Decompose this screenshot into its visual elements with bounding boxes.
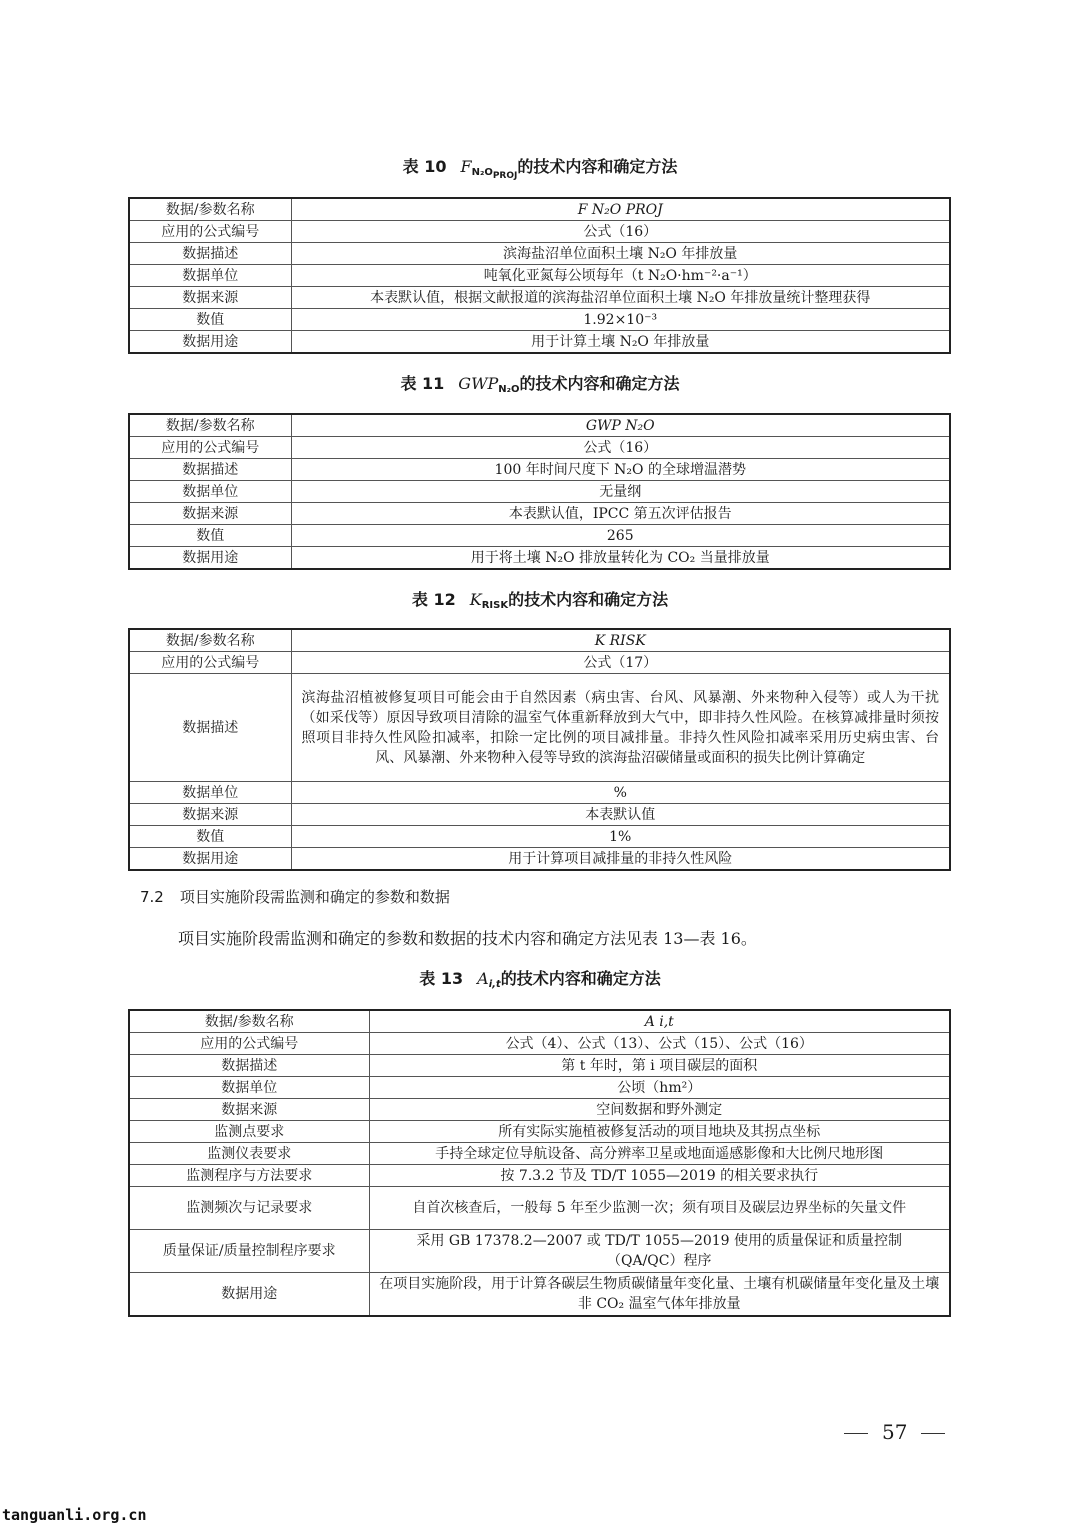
table-row: [129, 1143, 950, 1165]
row-label: 数据单位: [129, 265, 291, 287]
table-row: [129, 629, 950, 652]
table-row: [129, 414, 950, 437]
table-11-caption: [0, 373, 1080, 401]
row-label: 数据单位: [129, 782, 291, 804]
caption-number: 表 13: [419, 969, 464, 988]
row-value: 所有实际实施植被修复活动的项目地块及其拐点坐标: [369, 1121, 950, 1143]
section-heading: [140, 886, 450, 908]
table-13-caption: [0, 968, 1080, 996]
table-12-caption: [0, 589, 1080, 617]
row-label: 数据来源: [129, 503, 291, 525]
page-number: [830, 1420, 959, 1444]
caption-suffix: 的技术内容和确定方法: [500, 969, 661, 988]
table-row: [129, 652, 950, 674]
table-row: [129, 309, 950, 331]
caption-symbol: A: [477, 969, 489, 988]
row-value: 1.92×10⁻³: [291, 309, 950, 331]
row-value: 265: [291, 525, 950, 547]
row-value: 在项目实施阶段，用于计算各碳层生物质碳储量年变化量、土壤有机碳储量年变化量及土壤非 CO₂ 温室气体年排放量: [369, 1273, 950, 1317]
row-label: 应用的公式编号: [129, 437, 291, 459]
page-number-text: 57: [882, 1420, 908, 1444]
row-value: 手持全球定位导航设备、高分辨率卫星或地面遥感影像和大比例尺地形图: [369, 1143, 950, 1165]
table-row: [129, 1010, 950, 1033]
row-label: 数据描述: [129, 674, 291, 782]
caption-subscript: N₂O: [498, 384, 520, 395]
row-value: 1%: [291, 826, 950, 848]
caption-number: 表 12: [411, 590, 456, 609]
row-label: 数据/参数名称: [129, 629, 291, 652]
row-value: 自首次核查后，一般每 5 年至少监测一次；须有项目及碳层边界坐标的矢量文件: [369, 1187, 950, 1230]
caption-suffix: 的技术内容和确定方法: [517, 157, 678, 176]
row-label: 监测程序与方法要求: [129, 1165, 369, 1187]
row-value: 本表默认值，根据文献报道的滨海盐沼单位面积土壤 N₂O 年排放量统计整理获得: [291, 287, 950, 309]
row-value: 按 7.3.2 节及 TD/T 1055—2019 的相关要求执行: [369, 1165, 950, 1187]
row-value: 吨氧化亚氮每公顷每年（t N₂O·hm⁻²·a⁻¹）: [291, 265, 950, 287]
row-label: 数据来源: [129, 804, 291, 826]
row-value: 公式（4）、公式（13）、公式（15）、公式（16）: [369, 1033, 950, 1055]
table-11: [128, 413, 951, 570]
row-value: 公顷（hm²）: [369, 1077, 950, 1099]
caption-symbol: F: [460, 157, 472, 176]
table-10-caption: [0, 156, 1080, 187]
row-value: 用于计算项目减排量的非持久性风险: [291, 848, 950, 871]
section-paragraph: 项目实施阶段需监测和确定的参数和数据的技术内容和确定方法见表 13—表 16。: [178, 929, 757, 948]
row-value: A i,t: [369, 1010, 950, 1033]
table-row: [129, 1165, 950, 1187]
table-row: [129, 804, 950, 826]
table-row: [129, 1077, 950, 1099]
table-row: [129, 1187, 950, 1230]
table-row: [129, 1033, 950, 1055]
table-row: [129, 1273, 950, 1317]
row-value: 100 年时间尺度下 N₂O 的全球增温潜势: [291, 459, 950, 481]
row-label: 应用的公式编号: [129, 221, 291, 243]
caption-number: 表 11: [400, 374, 445, 393]
row-label: 数据/参数名称: [129, 1010, 369, 1033]
caption-subscript: RISK: [481, 600, 509, 611]
caption-number: 表 10: [402, 157, 447, 176]
table-row: [129, 547, 950, 570]
row-label: 监测频次与记录要求: [129, 1187, 369, 1230]
table-row: [129, 674, 950, 782]
table-row: [129, 503, 950, 525]
row-label: 数据来源: [129, 1099, 369, 1121]
watermark: tanguanli.org.cn: [2, 1506, 147, 1524]
row-label: 质量保证/质量控制程序要求: [129, 1230, 369, 1273]
section-title: 项目实施阶段需监测和确定的参数和数据: [179, 888, 450, 906]
row-label: 数据描述: [129, 243, 291, 265]
row-value: K RISK: [291, 629, 950, 652]
table-row: [129, 826, 950, 848]
table-row: [129, 1230, 950, 1273]
row-label: 数据用途: [129, 547, 291, 570]
row-value: 采用 GB 17378.2—2007 或 TD/T 1055—2019 使用的质量保证和质量控制（QA/QC）程序: [369, 1230, 950, 1273]
caption-suffix: 的技术内容和确定方法: [519, 374, 680, 393]
table-row: [129, 265, 950, 287]
row-value: F N₂O PROJ: [291, 198, 950, 221]
caption-subscript: N₂OPROJ: [471, 167, 518, 181]
row-value: 第 t 年时，第 i 项目碳层的面积: [369, 1055, 950, 1077]
caption-suffix: 的技术内容和确定方法: [508, 590, 669, 609]
table-row: [129, 525, 950, 547]
dash-decoration: [844, 1433, 868, 1434]
table-10: [128, 197, 951, 354]
row-value: %: [291, 782, 950, 804]
row-label: 数值: [129, 525, 291, 547]
row-label: 数据描述: [129, 1055, 369, 1077]
row-label: 数据来源: [129, 287, 291, 309]
table-row: [129, 437, 950, 459]
row-value: GWP N₂O: [291, 414, 950, 437]
table-row: [129, 481, 950, 503]
row-value: 空间数据和野外测定: [369, 1099, 950, 1121]
row-value: 滨海盐沼植被修复项目可能会由于自然因素（病虫害、台风、风暴潮、外来物种入侵等）或人为干扰（如采伐等）原因导致项目清除的温室气体重新释放到大气中，即非持久性风险。在核算减排量时须按照项目非持久性风险扣减率，扣除一定比例的项目减排量。非持久性风险扣减率采用历史病虫害、台风、风暴潮、外来物种入侵等导致的滨海盐沼碳储量或面积的损失比例计算确定: [291, 674, 950, 782]
row-value: 本表默认值，IPCC 第五次评估报告: [291, 503, 950, 525]
row-value: 用于将土壤 N₂O 排放量转化为 CO₂ 当量排放量: [291, 547, 950, 570]
row-label: 数据用途: [129, 331, 291, 354]
table-row: [129, 198, 950, 221]
caption-symbol: GWP: [458, 374, 499, 393]
row-value: 公式（17）: [291, 652, 950, 674]
dash-decoration: [921, 1433, 945, 1434]
table-row: [129, 1099, 950, 1121]
row-value: 用于计算土壤 N₂O 年排放量: [291, 331, 950, 354]
section-number: 7.2: [140, 888, 164, 906]
caption-symbol: K: [469, 590, 482, 609]
table-row: [129, 243, 950, 265]
row-label: 数据/参数名称: [129, 414, 291, 437]
row-value: 无量纲: [291, 481, 950, 503]
caption-subscript: i,t: [488, 979, 501, 990]
table-row: [129, 287, 950, 309]
row-label: 数据单位: [129, 481, 291, 503]
row-label: 应用的公式编号: [129, 652, 291, 674]
table-row: [129, 848, 950, 871]
row-label: 监测点要求: [129, 1121, 369, 1143]
row-label: 数值: [129, 309, 291, 331]
row-value: 公式（16）: [291, 437, 950, 459]
row-label: 数值: [129, 826, 291, 848]
table-12: [128, 628, 951, 871]
table-row: [129, 1055, 950, 1077]
table-row: [129, 459, 950, 481]
table-row: [129, 221, 950, 243]
row-label: 数据描述: [129, 459, 291, 481]
row-label: 数据单位: [129, 1077, 369, 1099]
table-row: [129, 1121, 950, 1143]
table-row: [129, 782, 950, 804]
row-label: 数据用途: [129, 848, 291, 871]
row-label: 数据用途: [129, 1273, 369, 1317]
row-label: 数据/参数名称: [129, 198, 291, 221]
table-row: [129, 331, 950, 354]
row-value: 公式（16）: [291, 221, 950, 243]
row-label: 应用的公式编号: [129, 1033, 369, 1055]
row-value: 本表默认值: [291, 804, 950, 826]
row-label: 监测仪表要求: [129, 1143, 369, 1165]
table-13: [128, 1009, 951, 1317]
row-value: 滨海盐沼单位面积土壤 N₂O 年排放量: [291, 243, 950, 265]
